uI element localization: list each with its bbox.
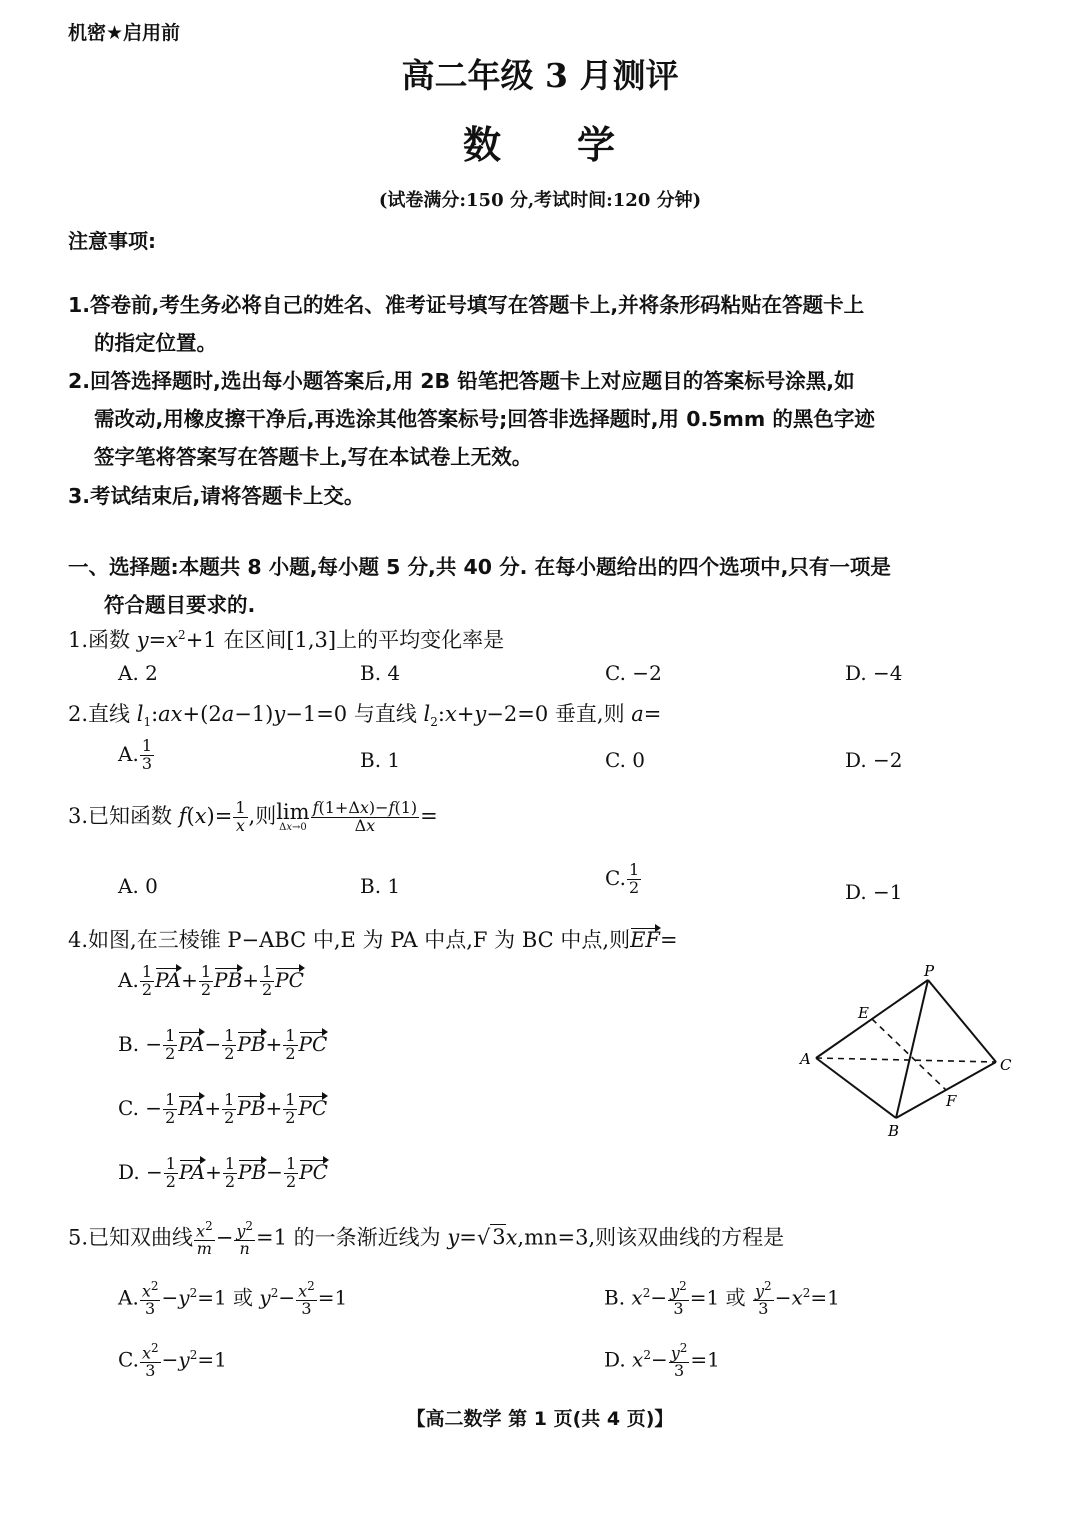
exam-title: 高二年级 3 月测评 [401, 56, 679, 95]
edge-pb [896, 980, 928, 1118]
q4-option-d: D. − $\frac{1}{2}$ PA+ $\frac{1}{2}$ PB− $\frac{1}{2}$ PC [118, 1154, 328, 1191]
edge-ab [816, 1058, 896, 1118]
notice-line-2: 的指定位置。 [94, 331, 217, 355]
section1-line-1: 一、选择题:本题共 8 小题,每小题 5 分,共 40 分. 在每小题给出的四个选项中,只有一项是 [68, 555, 891, 579]
notice-line-1: 1.答卷前,考生务必将自己的姓名、准考证号填写在答题卡上,并将条形码粘贴在答题卡上 [68, 293, 865, 317]
pyramid-figure [790, 960, 1030, 1140]
q2-option-a: A. $\frac{1}{3}$ [118, 736, 152, 773]
q3-option-a: A. 0 [118, 874, 158, 898]
subject-title: 数 学 [462, 122, 618, 167]
q3-option-d: D. −1 [845, 880, 903, 904]
notice-heading: 注意事项: [68, 229, 156, 253]
label-p: P [924, 962, 935, 980]
q2-option-c: C. 0 [605, 748, 646, 772]
segment-ef [872, 1019, 946, 1090]
notice-line-3: 2.回答选择题时,选出每小题答案后,用 2B 铅笔把答题卡上对应题目的答案标号涂黑,如 [68, 369, 855, 393]
section1-line-2: 符合题目要求的. [104, 593, 256, 617]
q3-option-b: B. 1 [360, 874, 401, 898]
q1-option-c: C. −2 [605, 661, 662, 685]
q2-option-b: B. 1 [360, 748, 401, 772]
label-a: A [800, 1050, 811, 1068]
label-f: F [946, 1092, 957, 1110]
q1-stem: 1.函数 $y=x^2+1$ 在区间[1,3]上的平均变化率是 [68, 628, 505, 652]
q1-option-d: D. −4 [845, 661, 903, 685]
q5-stem: 5.已知双曲线 $\frac{x^2}{m}$ − $\frac{y^2}{n}$ =1 的一条渐近线为 y=√3x,mn=3,则该双曲线的方程是 [68, 1219, 785, 1259]
q4-option-c: C. − $\frac{1}{2}$ PA+ $\frac{1}{2}$ PB+ $\frac{1}{2}$ PC [118, 1090, 328, 1127]
q3-option-c: C. $\frac{1}{2}$ [605, 860, 640, 897]
q4-option-b: B. − $\frac{1}{2}$ PA− $\frac{1}{2}$ PB+ $\frac{1}{2}$ PC [118, 1026, 328, 1063]
q2-stem: 2.直线 $l_1:ax+(2a-1)y-1=0$ 与直线 $l_2:x+y-2=0$ 垂直,则 a= [68, 702, 662, 730]
edge-ac [816, 1058, 996, 1062]
q4-stem: 4.如图,在三棱锥 P−ABC 中,E 为 PA 中点,F 为 BC 中点,则EF= [68, 928, 678, 952]
q5-option-b: B. $x^2-$ $\frac{y^2}{3}$ =1 或 $\frac{y^2}{3}$ $-x^2=1$ [604, 1279, 840, 1319]
q5-option-a: A. $\frac{x^2}{3}$ $-y^2=1$ 或 $y^2-$ $\frac{x^2}{3}$ =1 [118, 1279, 348, 1319]
notice-line-6: 3.考试结束后,请将答题卡上交。 [68, 484, 365, 508]
label-c: C [1000, 1056, 1012, 1074]
q5-option-d: D. $x^2-$ $\frac{y^2}{3}$ =1 [604, 1341, 720, 1381]
notice-line-5: 签字笔将答案写在答题卡上,写在本试卷上无效。 [94, 445, 533, 469]
q1-option-b: B. 4 [360, 661, 401, 685]
edge-pc [928, 980, 996, 1062]
q2-option-d: D. −2 [845, 748, 903, 772]
q3-stem: 3.已知函数 f(x)= $\frac{1}{x}$ ,则 lim Δx→0 $\frac{f(1+\Delta x)-f(1)}{\Delta x}$ = [68, 798, 438, 835]
exam-info: (试卷满分:150 分,考试时间:120 分钟) [378, 190, 702, 211]
q4-option-a: A. $\frac{1}{2}$ PA+ $\frac{1}{2}$ PB+ $\frac{1}{2}$ PC [118, 962, 304, 999]
q1-option-a: A. 2 [118, 661, 158, 685]
page-footer: 【高二数学 第 1 页(共 4 页)】 [406, 1408, 674, 1430]
q5-option-c: C. $\frac{x^2}{3}$ $-y^2=1$ [118, 1341, 227, 1381]
label-b: B [888, 1122, 900, 1140]
secret-mark: 机密★启用前 [68, 22, 181, 44]
notice-line-4: 需改动,用橡皮擦干净后,再选涂其他答案标号;回答非选择题时,用 0.5mm 的黑色字迹 [94, 407, 875, 431]
label-e: E [858, 1004, 869, 1022]
